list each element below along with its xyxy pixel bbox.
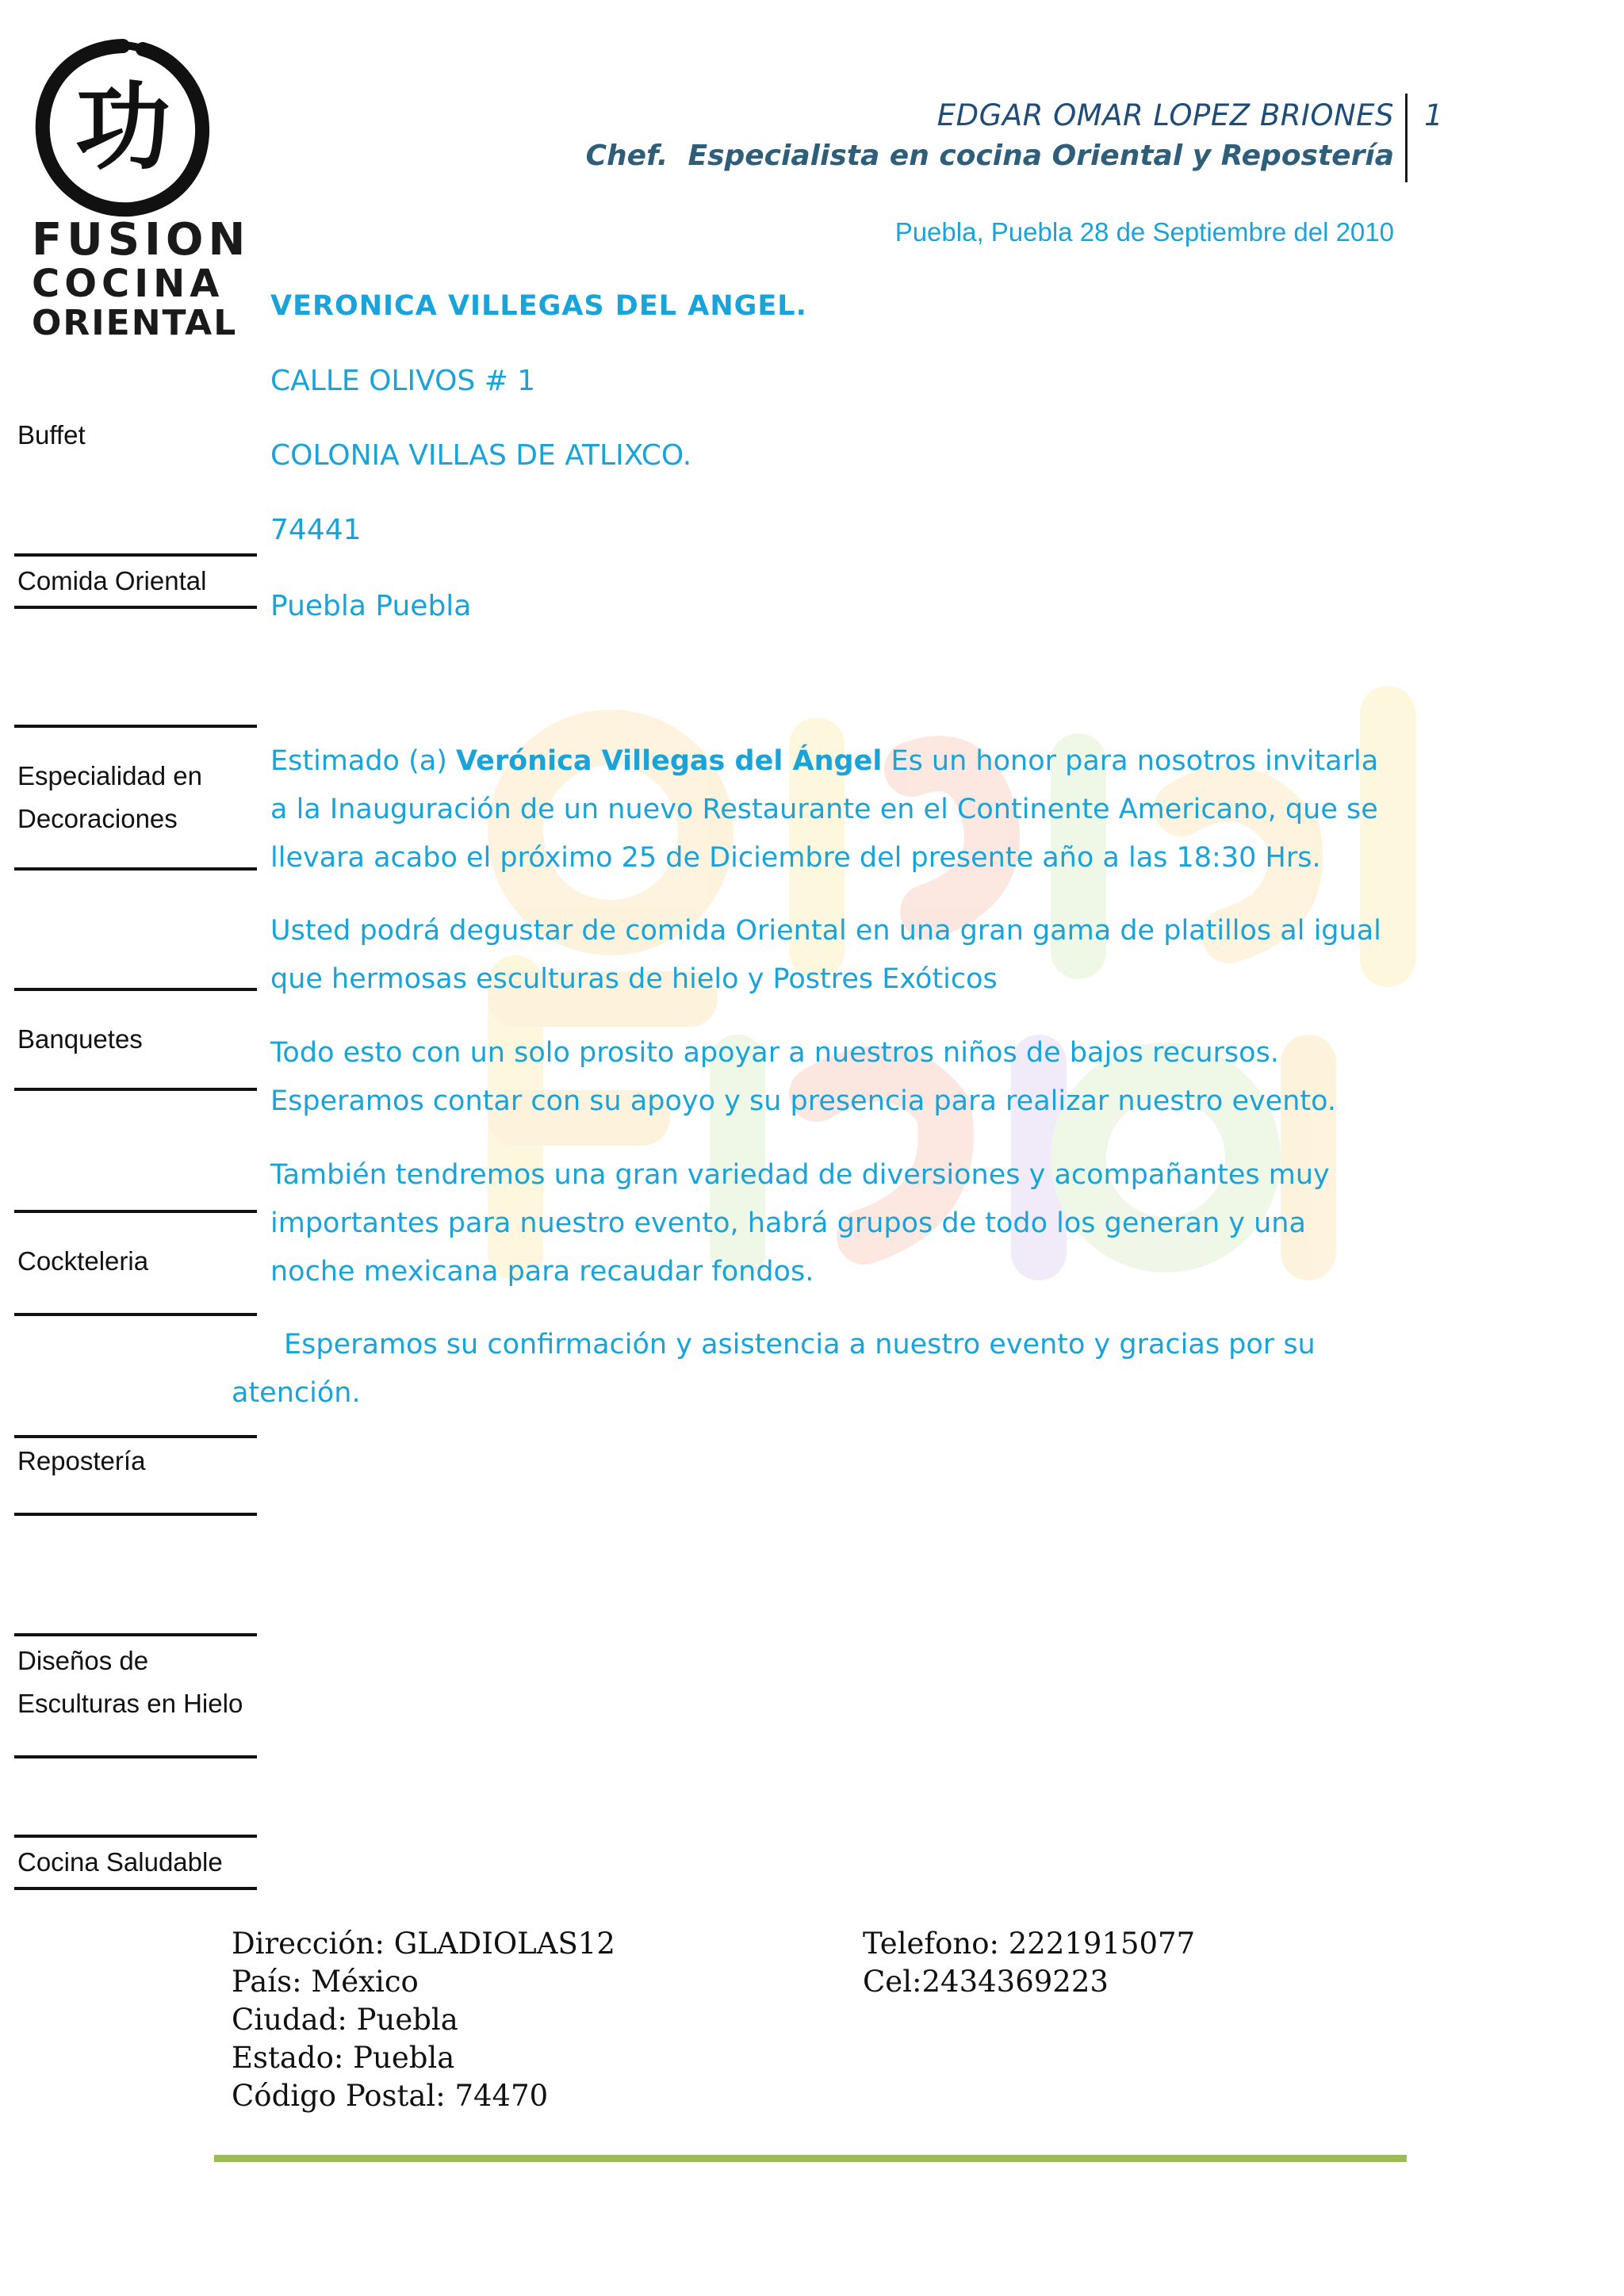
- logo-line-2: COCINA: [32, 262, 224, 306]
- sidebar-divider: [14, 1633, 257, 1636]
- sidebar-divider: [14, 1887, 257, 1890]
- sidebar-divider: [14, 725, 257, 728]
- invitation-text: Es un honor para nosotros invitarla a la Inauguración de un nuevo Restaurante en el Continente Americano, que se llevara acabo el próximo 25 de Diciembre del presente año a las 18:30 Hrs.: [270, 745, 1379, 874]
- logo-line-1: FUSION: [32, 214, 251, 266]
- sidebar-divider: [14, 988, 257, 991]
- sidebar-item-cockteleria: Cockteleria: [17, 1246, 149, 1276]
- body-paragraph-5-line-1: Esperamos su confirmación y asistencia a nuestro evento y gracias por su: [284, 1329, 1316, 1360]
- recipient-name-inline: Verónica Villegas del Ángel: [455, 745, 883, 777]
- logo-glyph: 功: [75, 71, 170, 183]
- sidebar-divider: [14, 867, 257, 871]
- body-paragraph-3: Todo esto con un solo prosito apoyar a nuestros niños de bajos recursos. Esperamos contar con su apoyo y su presencia para realizar nuestro evento.: [270, 1037, 1337, 1117]
- sidebar-divider: [14, 1435, 257, 1438]
- header-divider: [1405, 94, 1408, 182]
- sidebar-divider: [14, 553, 257, 557]
- sidebar-item-buffet: Buffet: [17, 420, 86, 450]
- footer-rule: [214, 2155, 1407, 2162]
- sidebar-divider: [14, 606, 257, 609]
- footer-state: Estado: Puebla: [232, 2041, 455, 2075]
- footer-address: Dirección: GLADIOLAS12: [232, 1927, 615, 1961]
- header-name: EDGAR OMAR LOPEZ BRIONES: [936, 98, 1394, 132]
- footer-phone: Telefono: 2221915077: [863, 1927, 1196, 1961]
- logo-line-3: ORIENTAL: [32, 303, 238, 343]
- sidebar-divider: [14, 1755, 257, 1758]
- salutation: Estimado (a): [270, 745, 456, 777]
- footer-city: Ciudad: Puebla: [232, 2003, 458, 2037]
- recipient-street: CALLE OLIVOS # 1: [270, 365, 536, 397]
- sidebar-item-cocina-saludable: Cocina Saludable: [17, 1847, 223, 1877]
- body-paragraph-5-line-2: atención.: [232, 1377, 361, 1409]
- sidebar-divider: [14, 1210, 257, 1213]
- sidebar-divider: [14, 1513, 257, 1516]
- recipient-name: VERONICA VILLEGAS DEL ANGEL.: [270, 290, 807, 322]
- footer-postal-code: Código Postal: 74470: [232, 2079, 549, 2113]
- footer-country: País: México: [232, 1965, 419, 1999]
- company-logo: [32, 38, 251, 363]
- sidebar-divider: [14, 1313, 257, 1316]
- body-paragraph-4: También tendremos una gran variedad de diversiones y acompañantes muy importantes para nuestro evento, habrá grupos de todo los generan y una noche mexicana para recaudar fondos.: [270, 1159, 1330, 1288]
- sidebar-item-esculturas: Diseños de Esculturas en Hielo: [17, 1646, 243, 1718]
- dateline: Puebla, Puebla 28 de Septiembre del 2010: [894, 217, 1394, 247]
- sidebar-divider: [14, 1088, 257, 1091]
- sidebar-item-comida-oriental: Comida Oriental: [17, 566, 207, 595]
- recipient-zip: 74441: [270, 514, 362, 546]
- body-paragraph-2: Usted podrá degustar de comida Oriental en una gran gama de platillos al igual que hermosas esculturas de hielo y Postres Exóticos: [270, 915, 1381, 995]
- footer-contact-right: [863, 1925, 1195, 2001]
- sidebar-divider: [14, 1835, 257, 1838]
- footer-cell: Cel:2434369223: [863, 1965, 1109, 1999]
- body-paragraph-1: [270, 737, 1396, 882]
- header-title: Chef. Especialista en cocina Oriental y Repostería: [585, 140, 1394, 172]
- sidebar-item-decoraciones: Especialidad en Decoraciones: [17, 761, 202, 833]
- sidebar-item-banquetes: Banquetes: [17, 1024, 143, 1054]
- footer-contact-left: [232, 1925, 615, 2115]
- recipient-city: Puebla Puebla: [270, 590, 472, 622]
- recipient-colony: COLONIA VILLAS DE ATLIXCO.: [270, 439, 692, 472]
- page-number: 1: [1424, 98, 1443, 132]
- sidebar-item-reposteria: Repostería: [17, 1446, 146, 1475]
